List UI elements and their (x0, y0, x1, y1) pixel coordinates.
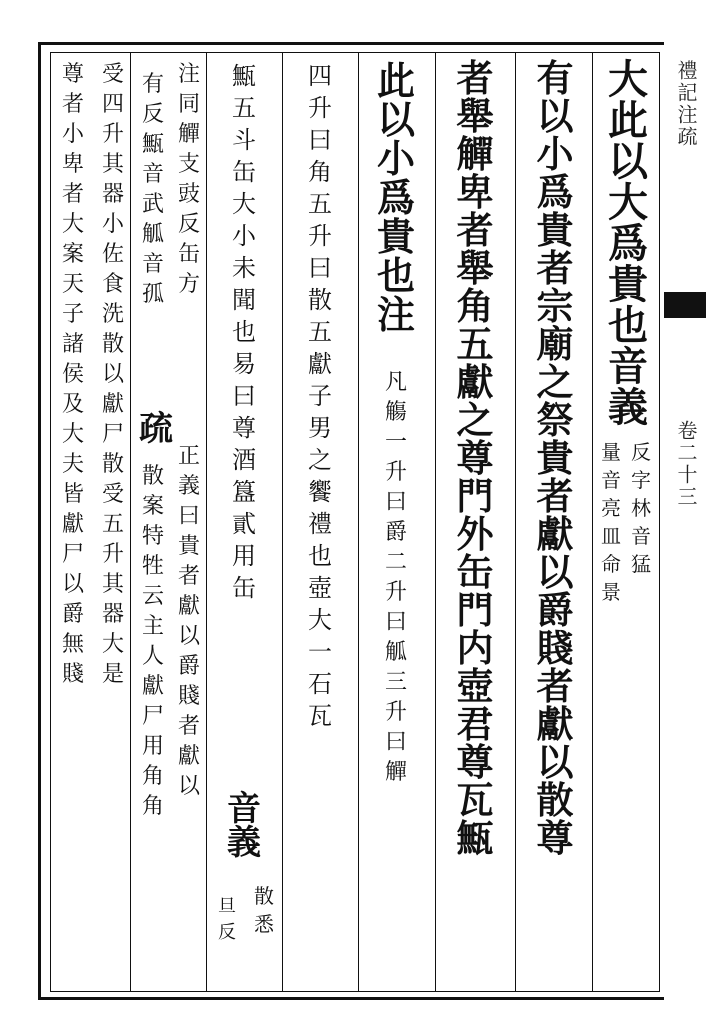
annotation-column-1b: 反 字 林 音 猛 (631, 440, 651, 576)
note-marker-shu: 疏 (139, 409, 173, 449)
text-column-6: 甒 五 斗 缶 大 小 未 聞 也 易 曰 尊 酒 簋 貳 用 缶 (232, 62, 256, 602)
text-column-2: 有 以 小 爲 貴 者 宗 廟 之 祭 貴 者 獻 以 爵 賤 者 獻 以 散 尊 (536, 56, 574, 860)
text-column-8b: 散 案 特 牲 云 主 人 獻 尸 用 角 角 (141, 464, 164, 819)
text-column-4: 此 以 小 爲 貴 也 注 (376, 58, 415, 337)
margin-fishtail-mark (664, 292, 706, 318)
annotation-column-4: 凡 觴 一 升 曰 爵 二 升 曰 觚 三 升 曰 觶 (384, 370, 407, 785)
annotation-column-1a: 量 音 亮 皿 命 景 (601, 440, 621, 604)
text-column-9: 受 四 升 其 器 小 佐 食 洗 散 以 獻 尸 散 受 五 升 其 器 大 是 (101, 62, 124, 687)
column-rule (130, 52, 131, 992)
column-rule (592, 52, 593, 992)
margin-book-title: 禮記注疏 (674, 60, 698, 148)
annotation-column-7: 旦 反 (218, 896, 236, 943)
text-column-7a: 注 同 觶 支 豉 反 缶 方 (177, 62, 200, 297)
text-column-7b: 正 義 曰 貴 者 獻 以 爵 賤 者 獻 以 (177, 444, 200, 799)
note-marker-yinyi: 音 義 (227, 789, 261, 863)
text-column-1: 大 此 以 大 爲 貴 也 音 義 (608, 56, 648, 431)
right-margin (664, 42, 706, 1000)
text-column-3: 者 舉 觶 卑 者 舉 角 五 獻 之 尊 門 外 缶 門 内 壺 君 尊 瓦 甒 (456, 56, 494, 860)
text-column-8a: 有 反 甒 音 武 觚 音 孤 (141, 72, 164, 307)
text-column-10: 尊 者 小 卑 者 大 案 天 子 諸 侯 及 大 夫 皆 獻 尸 以 爵 無 賤 (61, 62, 84, 687)
text-column-5: 四 升 曰 角 五 升 曰 散 五 獻 子 男 之 饗 禮 也 壺 大 一 石 瓦 (308, 62, 332, 730)
margin-juan-number: 卷二十三 (674, 420, 698, 508)
column-rule (282, 52, 283, 992)
annotation-column-6: 散 悉 (254, 884, 274, 936)
column-rule (358, 52, 359, 992)
column-rule (515, 52, 516, 992)
column-rule (206, 52, 207, 992)
column-rule (435, 52, 436, 992)
